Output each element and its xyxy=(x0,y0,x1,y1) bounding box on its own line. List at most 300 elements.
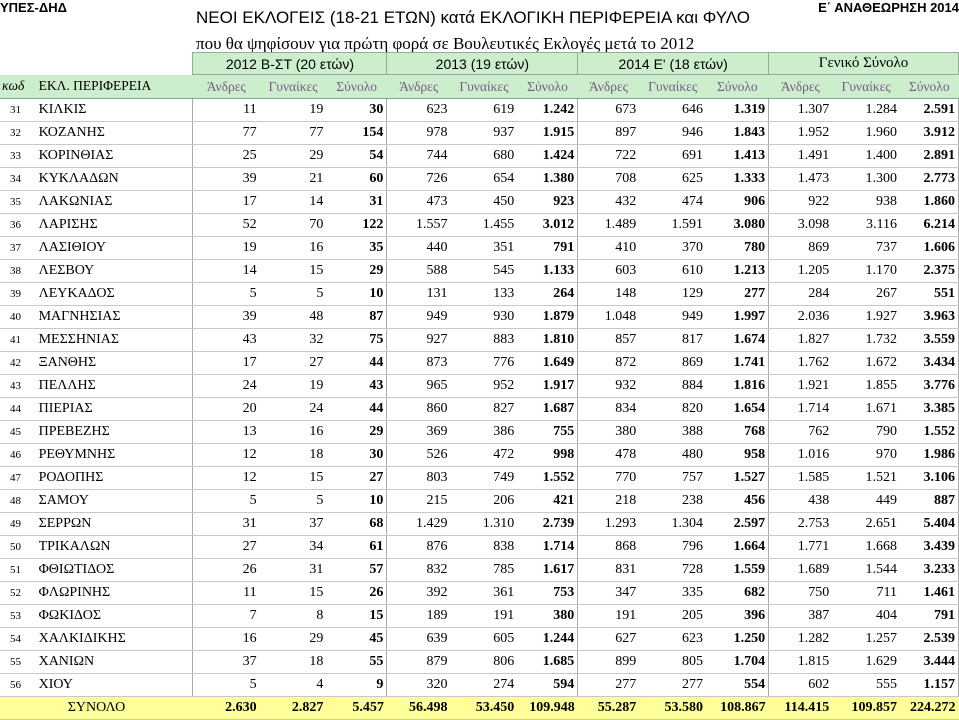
table-row xyxy=(0,237,959,260)
row-value: 744 xyxy=(387,145,451,168)
row-value: 780 xyxy=(706,237,769,260)
row-value: 449 xyxy=(832,490,900,513)
row-value: 978 xyxy=(387,122,451,145)
row-value: 949 xyxy=(639,306,706,329)
row-value: 1.671 xyxy=(832,398,900,421)
row-value: 30 xyxy=(326,99,387,122)
row-value: 1.559 xyxy=(706,559,769,582)
row-region: ΤΡΙΚΑΛΩΝ xyxy=(39,536,193,559)
row-value: 876 xyxy=(387,536,451,559)
row-value: 21 xyxy=(260,168,327,191)
row-value: 2.753 xyxy=(769,513,833,536)
row-value: 930 xyxy=(451,306,518,329)
row-value: 44 xyxy=(326,398,387,421)
row-value: 472 xyxy=(451,444,518,467)
row-value: 131 xyxy=(387,283,451,306)
row-value: 708 xyxy=(578,168,640,191)
row-value: 474 xyxy=(639,191,706,214)
row-value: 25 xyxy=(193,145,260,168)
row-value: 1.205 xyxy=(769,260,833,283)
row-value: 77 xyxy=(260,122,327,145)
row-code: 33 xyxy=(0,145,39,168)
row-value: 922 xyxy=(769,191,833,214)
row-value: 755 xyxy=(517,421,578,444)
table-row xyxy=(0,168,959,191)
row-region: ΚΟΡΙΝΘΙΑΣ xyxy=(39,145,193,168)
row-value: 29 xyxy=(260,145,327,168)
header-total: Σύνολο xyxy=(900,75,959,99)
table-row xyxy=(0,306,959,329)
row-value: 320 xyxy=(387,674,451,697)
row-value: 805 xyxy=(639,651,706,674)
row-value: 351 xyxy=(451,237,518,260)
row-value: 5 xyxy=(260,490,327,513)
row-region: ΞΑΝΘΗΣ xyxy=(39,352,193,375)
row-value: 1.300 xyxy=(832,168,900,191)
row-value: 5 xyxy=(193,490,260,513)
row-value: 55 xyxy=(326,651,387,674)
row-region: ΠΕΛΛΗΣ xyxy=(39,375,193,398)
row-value: 61 xyxy=(326,536,387,559)
row-value: 14 xyxy=(193,260,260,283)
header-men: Άνδρες xyxy=(769,75,833,99)
row-region: ΜΕΣΣΗΝΙΑΣ xyxy=(39,329,193,352)
row-value: 1.552 xyxy=(900,421,959,444)
row-value: 728 xyxy=(639,559,706,582)
row-code: 51 xyxy=(0,559,39,582)
table-row xyxy=(0,628,959,651)
row-value: 831 xyxy=(578,559,640,582)
row-value: 879 xyxy=(387,651,451,674)
row-value: 1.257 xyxy=(832,628,900,651)
row-value: 10 xyxy=(326,490,387,513)
row-value: 1.491 xyxy=(769,145,833,168)
row-value: 18 xyxy=(260,444,327,467)
group-total: Γενικό Σύνολο xyxy=(769,53,959,75)
row-value: 347 xyxy=(578,582,640,605)
row-value: 39 xyxy=(193,306,260,329)
row-value: 1.133 xyxy=(517,260,578,283)
row-value: 785 xyxy=(451,559,518,582)
total-value: 114.415 xyxy=(769,697,833,720)
row-value: 2.591 xyxy=(900,99,959,122)
row-value: 602 xyxy=(769,674,833,697)
row-value: 1.741 xyxy=(706,352,769,375)
row-value: 77 xyxy=(193,122,260,145)
row-value: 883 xyxy=(451,329,518,352)
row-value: 32 xyxy=(260,329,327,352)
row-value: 1.310 xyxy=(451,513,518,536)
table-row xyxy=(0,467,959,490)
row-value: 1.400 xyxy=(832,145,900,168)
row-value: 15 xyxy=(260,467,327,490)
row-value: 1.674 xyxy=(706,329,769,352)
table-row xyxy=(0,444,959,467)
row-value: 206 xyxy=(451,490,518,513)
row-value: 820 xyxy=(639,398,706,421)
row-value: 26 xyxy=(326,582,387,605)
table-row xyxy=(0,559,959,582)
row-value: 884 xyxy=(639,375,706,398)
row-value: 603 xyxy=(578,260,640,283)
row-value: 191 xyxy=(578,605,640,628)
row-value: 970 xyxy=(832,444,900,467)
header-region: ΕΚΛ. ΠΕΡΙΦΕΡΕΙΑ xyxy=(39,75,193,99)
row-value: 30 xyxy=(326,444,387,467)
table-row xyxy=(0,122,959,145)
total-value: 224.272 xyxy=(900,697,959,720)
row-value: 11 xyxy=(193,582,260,605)
row-value: 264 xyxy=(517,283,578,306)
row-value: 680 xyxy=(451,145,518,168)
row-code: 31 xyxy=(0,99,39,122)
row-value: 133 xyxy=(451,283,518,306)
row-value: 791 xyxy=(517,237,578,260)
row-code: 41 xyxy=(0,329,39,352)
row-region: ΧΑΛΚΙΔΙΚΗΣ xyxy=(39,628,193,651)
row-value: 43 xyxy=(326,375,387,398)
row-value: 1.552 xyxy=(517,467,578,490)
row-code: 40 xyxy=(0,306,39,329)
row-value: 897 xyxy=(578,122,640,145)
row-value: 13 xyxy=(193,421,260,444)
row-region: ΚΟΖΑΝΗΣ xyxy=(39,122,193,145)
row-value: 3.444 xyxy=(900,651,959,674)
table-row xyxy=(0,191,959,214)
row-value: 3.559 xyxy=(900,329,959,352)
table-row xyxy=(0,260,959,283)
row-value: 646 xyxy=(639,99,706,122)
header-men: Άνδρες xyxy=(578,75,640,99)
total-value: 108.867 xyxy=(706,697,769,720)
row-value: 623 xyxy=(639,628,706,651)
row-code: 46 xyxy=(0,444,39,467)
row-value: 937 xyxy=(451,122,518,145)
row-value: 29 xyxy=(260,628,327,651)
row-region: ΦΛΩΡΙΝΗΣ xyxy=(39,582,193,605)
total-row xyxy=(0,697,959,720)
row-value: 37 xyxy=(260,513,327,536)
row-region: ΛΕΥΚΑΔΟΣ xyxy=(39,283,193,306)
row-value: 762 xyxy=(769,421,833,444)
row-value: 1.668 xyxy=(832,536,900,559)
row-value: 3.963 xyxy=(900,306,959,329)
row-value: 189 xyxy=(387,605,451,628)
row-value: 39 xyxy=(193,168,260,191)
row-value: 1.585 xyxy=(769,467,833,490)
row-value: 404 xyxy=(832,605,900,628)
row-value: 392 xyxy=(387,582,451,605)
row-value: 1.714 xyxy=(769,398,833,421)
row-value: 750 xyxy=(769,582,833,605)
row-value: 1.771 xyxy=(769,536,833,559)
row-value: 1.815 xyxy=(769,651,833,674)
row-region: ΚΥΚΛΑΔΩΝ xyxy=(39,168,193,191)
row-value: 10 xyxy=(326,283,387,306)
row-value: 952 xyxy=(451,375,518,398)
row-value: 274 xyxy=(451,674,518,697)
row-value: 1.250 xyxy=(706,628,769,651)
total-value: 56.498 xyxy=(387,697,451,720)
row-value: 1.016 xyxy=(769,444,833,467)
row-value: 1.664 xyxy=(706,536,769,559)
header-total: Σύνολο xyxy=(517,75,578,99)
row-value: 1.284 xyxy=(832,99,900,122)
row-value: 1.461 xyxy=(900,582,959,605)
total-label: ΣΥΝΟΛΟ xyxy=(0,697,193,720)
row-value: 3.233 xyxy=(900,559,959,582)
row-value: 1.380 xyxy=(517,168,578,191)
row-code: 34 xyxy=(0,168,39,191)
row-value: 776 xyxy=(451,352,518,375)
row-value: 14 xyxy=(260,191,327,214)
row-value: 17 xyxy=(193,352,260,375)
row-value: 722 xyxy=(578,145,640,168)
row-value: 803 xyxy=(387,467,451,490)
row-code: 36 xyxy=(0,214,39,237)
row-value: 1.413 xyxy=(706,145,769,168)
table-row xyxy=(0,283,959,306)
row-value: 24 xyxy=(260,398,327,421)
row-value: 790 xyxy=(832,421,900,444)
group-2014: 2014 Ε' (18 ετών) xyxy=(578,53,769,75)
row-value: 768 xyxy=(706,421,769,444)
row-value: 1.170 xyxy=(832,260,900,283)
row-value: 1.557 xyxy=(387,214,451,237)
row-code: 48 xyxy=(0,490,39,513)
row-value: 154 xyxy=(326,122,387,145)
total-value: 109.857 xyxy=(832,697,900,720)
row-value: 5 xyxy=(193,283,260,306)
row-value: 87 xyxy=(326,306,387,329)
row-value: 1.810 xyxy=(517,329,578,352)
row-value: 70 xyxy=(260,214,327,237)
row-value: 267 xyxy=(832,283,900,306)
row-value: 45 xyxy=(326,628,387,651)
row-code: 54 xyxy=(0,628,39,651)
row-region: ΧΙΟΥ xyxy=(39,674,193,697)
row-value: 932 xyxy=(578,375,640,398)
row-value: 27 xyxy=(193,536,260,559)
row-value: 545 xyxy=(451,260,518,283)
row-value: 44 xyxy=(326,352,387,375)
row-value: 5.404 xyxy=(900,513,959,536)
row-value: 9 xyxy=(326,674,387,697)
row-value: 396 xyxy=(706,605,769,628)
row-value: 19 xyxy=(260,375,327,398)
row-value: 3.080 xyxy=(706,214,769,237)
row-value: 18 xyxy=(260,651,327,674)
row-code: 47 xyxy=(0,467,39,490)
row-value: 2.375 xyxy=(900,260,959,283)
row-value: 627 xyxy=(578,628,640,651)
row-value: 1.591 xyxy=(639,214,706,237)
row-region: ΠΙΕΡΙΑΣ xyxy=(39,398,193,421)
row-value: 1.827 xyxy=(769,329,833,352)
row-value: 1.649 xyxy=(517,352,578,375)
row-code: 42 xyxy=(0,352,39,375)
row-code: 35 xyxy=(0,191,39,214)
row-value: 965 xyxy=(387,375,451,398)
row-value: 625 xyxy=(639,168,706,191)
row-value: 31 xyxy=(193,513,260,536)
row-value: 860 xyxy=(387,398,451,421)
row-value: 277 xyxy=(706,283,769,306)
row-value: 335 xyxy=(639,582,706,605)
row-value: 711 xyxy=(832,582,900,605)
row-value: 37 xyxy=(193,651,260,674)
row-value: 1.617 xyxy=(517,559,578,582)
row-code: 44 xyxy=(0,398,39,421)
row-value: 887 xyxy=(900,490,959,513)
row-value: 551 xyxy=(900,283,959,306)
row-value: 906 xyxy=(706,191,769,214)
row-value: 949 xyxy=(387,306,451,329)
row-value: 1.732 xyxy=(832,329,900,352)
row-value: 1.293 xyxy=(578,513,640,536)
row-value: 838 xyxy=(451,536,518,559)
header-women: Γυναίκες xyxy=(260,75,327,99)
voters-table xyxy=(0,52,959,720)
table-row xyxy=(0,582,959,605)
row-value: 873 xyxy=(387,352,451,375)
row-value: 1.689 xyxy=(769,559,833,582)
row-value: 12 xyxy=(193,444,260,467)
row-value: 753 xyxy=(517,582,578,605)
row-value: 1.319 xyxy=(706,99,769,122)
row-value: 129 xyxy=(639,283,706,306)
row-value: 1.915 xyxy=(517,122,578,145)
row-value: 1.685 xyxy=(517,651,578,674)
row-value: 737 xyxy=(832,237,900,260)
header-men: Άνδρες xyxy=(193,75,260,99)
row-region: ΦΘΙΩΤΙΔΟΣ xyxy=(39,559,193,582)
row-code: 56 xyxy=(0,674,39,697)
row-value: 3.912 xyxy=(900,122,959,145)
total-value: 53.580 xyxy=(639,697,706,720)
row-value: 277 xyxy=(578,674,640,697)
row-value: 1.672 xyxy=(832,352,900,375)
header-women: Γυναίκες xyxy=(451,75,518,99)
row-region: ΛΕΣΒΟΥ xyxy=(39,260,193,283)
header-total: Σύνολο xyxy=(706,75,769,99)
table-row xyxy=(0,375,959,398)
row-value: 857 xyxy=(578,329,640,352)
row-value: 1.960 xyxy=(832,122,900,145)
header-code: κωδ xyxy=(0,75,39,99)
row-value: 1.242 xyxy=(517,99,578,122)
row-value: 35 xyxy=(326,237,387,260)
row-value: 554 xyxy=(706,674,769,697)
table-row xyxy=(0,421,959,444)
row-value: 1.048 xyxy=(578,306,640,329)
page-subtitle: που θα ψηφίσουν για πρώτη φορά σε Βουλευτικές Εκλογές μετά το 2012 xyxy=(196,34,695,53)
row-value: 68 xyxy=(326,513,387,536)
row-value: 832 xyxy=(387,559,451,582)
row-value: 60 xyxy=(326,168,387,191)
header-women: Γυναίκες xyxy=(639,75,706,99)
page-title: ΝΕΟΙ ΕΚΛΟΓΕΙΣ (18-21 ΕΤΩΝ) κατά ΕΚΛΟΓΙΚΗ ΠΕΡΙΦΕΡΕΙΑ και ΦΥΛΟ xyxy=(196,8,751,27)
row-value: 623 xyxy=(387,99,451,122)
row-value: 2.597 xyxy=(706,513,769,536)
row-region: ΚΙΛΚΙΣ xyxy=(39,99,193,122)
row-code: 43 xyxy=(0,375,39,398)
row-value: 1.843 xyxy=(706,122,769,145)
row-value: 75 xyxy=(326,329,387,352)
row-value: 1.629 xyxy=(832,651,900,674)
row-value: 923 xyxy=(517,191,578,214)
row-region: ΛΑΚΩΝΙΑΣ xyxy=(39,191,193,214)
row-region: ΛΑΣΙΘΙΟΥ xyxy=(39,237,193,260)
row-value: 277 xyxy=(639,674,706,697)
row-value: 19 xyxy=(193,237,260,260)
row-value: 605 xyxy=(451,628,518,651)
row-region: ΠΡΕΒΕΖΗΣ xyxy=(39,421,193,444)
row-value: 29 xyxy=(326,260,387,283)
row-value: 440 xyxy=(387,237,451,260)
row-value: 1.455 xyxy=(451,214,518,237)
row-code: 38 xyxy=(0,260,39,283)
row-code: 53 xyxy=(0,605,39,628)
row-value: 1.986 xyxy=(900,444,959,467)
row-value: 1.762 xyxy=(769,352,833,375)
row-value: 238 xyxy=(639,490,706,513)
row-region: ΧΑΝΙΩΝ xyxy=(39,651,193,674)
row-value: 48 xyxy=(260,306,327,329)
row-value: 57 xyxy=(326,559,387,582)
header-women: Γυναίκες xyxy=(832,75,900,99)
row-value: 3.439 xyxy=(900,536,959,559)
row-region: ΣΕΡΡΩΝ xyxy=(39,513,193,536)
row-value: 388 xyxy=(639,421,706,444)
table-row xyxy=(0,651,959,674)
row-value: 218 xyxy=(578,490,640,513)
row-value: 380 xyxy=(517,605,578,628)
row-value: 958 xyxy=(706,444,769,467)
total-value: 53.450 xyxy=(451,697,518,720)
table-row xyxy=(0,513,959,536)
row-value: 1.917 xyxy=(517,375,578,398)
row-value: 1.704 xyxy=(706,651,769,674)
total-value: 2.827 xyxy=(260,697,327,720)
row-value: 26 xyxy=(193,559,260,582)
row-value: 450 xyxy=(451,191,518,214)
row-value: 1.527 xyxy=(706,467,769,490)
row-value: 817 xyxy=(639,329,706,352)
row-value: 31 xyxy=(326,191,387,214)
row-region: ΛΑΡΙΣΗΣ xyxy=(39,214,193,237)
row-value: 526 xyxy=(387,444,451,467)
row-value: 1.489 xyxy=(578,214,640,237)
row-value: 946 xyxy=(639,122,706,145)
row-value: 3.434 xyxy=(900,352,959,375)
row-value: 654 xyxy=(451,168,518,191)
row-value: 27 xyxy=(260,352,327,375)
row-value: 24 xyxy=(193,375,260,398)
row-region: ΡΟΔΟΠΗΣ xyxy=(39,467,193,490)
row-value: 1.307 xyxy=(769,99,833,122)
row-value: 5 xyxy=(260,283,327,306)
row-value: 191 xyxy=(451,605,518,628)
row-value: 594 xyxy=(517,674,578,697)
row-value: 19 xyxy=(260,99,327,122)
row-value: 16 xyxy=(193,628,260,651)
row-value: 410 xyxy=(578,237,640,260)
row-region: ΜΑΓΝΗΣΙΑΣ xyxy=(39,306,193,329)
row-value: 806 xyxy=(451,651,518,674)
table-row xyxy=(0,352,959,375)
table-row xyxy=(0,605,959,628)
